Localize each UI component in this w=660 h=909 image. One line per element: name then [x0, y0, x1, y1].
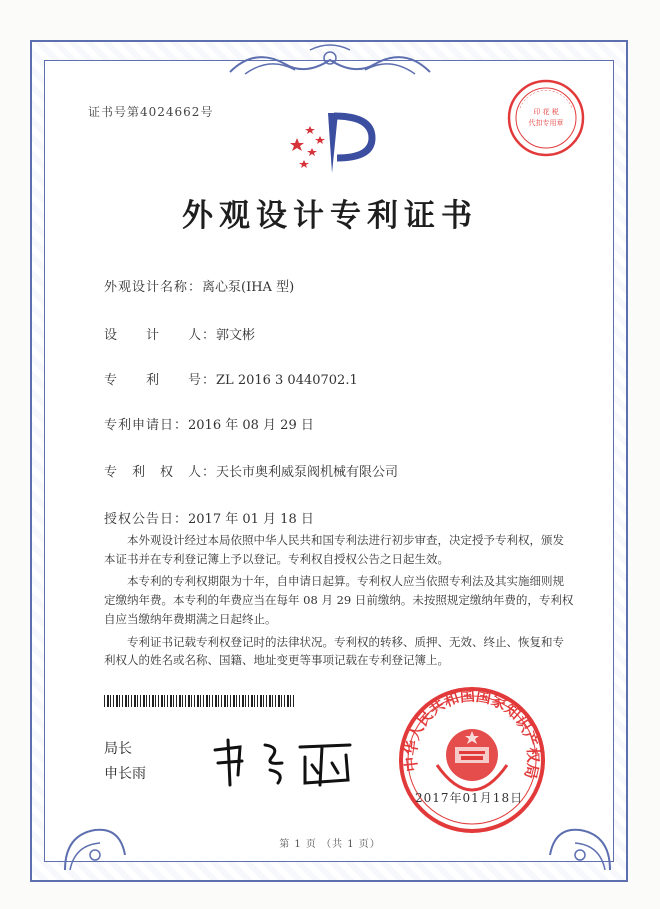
director-title: 局长 — [104, 741, 132, 757]
field-patentee — [104, 461, 398, 480]
barcode-icon — [104, 695, 294, 707]
field-value: 离心泵(IHA 型) — [202, 280, 295, 295]
certificate-number: 证书号第4024662号 — [88, 105, 214, 119]
field-label: 专 利 号： — [104, 373, 217, 388]
field-value: ZL 2016 3 0440702.1 — [216, 373, 358, 388]
agency-small-stamp-icon — [506, 78, 586, 158]
body-paragraph: 本外观设计经过本局依照中华人民共和国专利法进行初步审查，决定授予专利权，颁发本证书并在专利登记簿上予以登记。专利权自授权公告之日起生效。 — [104, 533, 564, 566]
field-value: 郭文彬 — [216, 328, 256, 343]
field-design-name — [104, 276, 294, 295]
top-ornament-icon — [225, 42, 435, 82]
field-label: 专利申请日： — [104, 418, 189, 433]
body-paragraph: 专利证书记载专利权登记时的法律状况。专利权的转移、质押、无效、终止、恢复和专利权人的姓名或名称、国籍、地址变更等事项记载在专利登记簿上。 — [104, 634, 564, 668]
field-label: 授权公告日： — [104, 512, 189, 527]
field-label: 设 计 人： — [104, 328, 217, 343]
signature-icon — [210, 735, 360, 790]
field-patent-number — [104, 369, 358, 388]
cnipa-logo-icon — [282, 108, 382, 178]
field-application-date — [104, 414, 314, 433]
certificate-title: 外观设计专利证书 — [182, 198, 478, 234]
director-name: 申长雨 — [104, 766, 146, 782]
field-label: 专 利 权 人： — [104, 465, 217, 480]
field-grant-date — [104, 508, 314, 527]
svg-text:印 花 税: 印 花 税 — [533, 108, 559, 116]
page-footer: 第 1 页 （共 1 页） — [279, 839, 381, 850]
seal-text: 中华人民共和国国家知识产权局 — [401, 686, 543, 781]
issue-date: 2017年01月18日 — [415, 791, 524, 805]
svg-text:代扣专用章: 代扣专用章 — [528, 119, 564, 127]
certificate-body-text — [104, 531, 574, 674]
field-value: 2017 年 01 月 18 日 — [188, 512, 314, 527]
field-value: 2016 年 08 月 29 日 — [188, 418, 314, 433]
field-designer — [104, 324, 255, 343]
field-label: 外观设计名称： — [104, 280, 203, 295]
body-paragraph: 本专利的专利权期限为十年，自申请日起算。专利权人应当依照专利法及其实施细则规定缴纳年费。本专利的年费应当在每年 08 月 29 日前缴纳。未按照规定缴纳年费的，专利权自应当缴纳年费期满之日起终止。 — [104, 574, 574, 626]
field-value: 天长市奥利威泵阀机械有限公司 — [216, 465, 399, 480]
official-seal-stamp-icon — [397, 685, 547, 835]
